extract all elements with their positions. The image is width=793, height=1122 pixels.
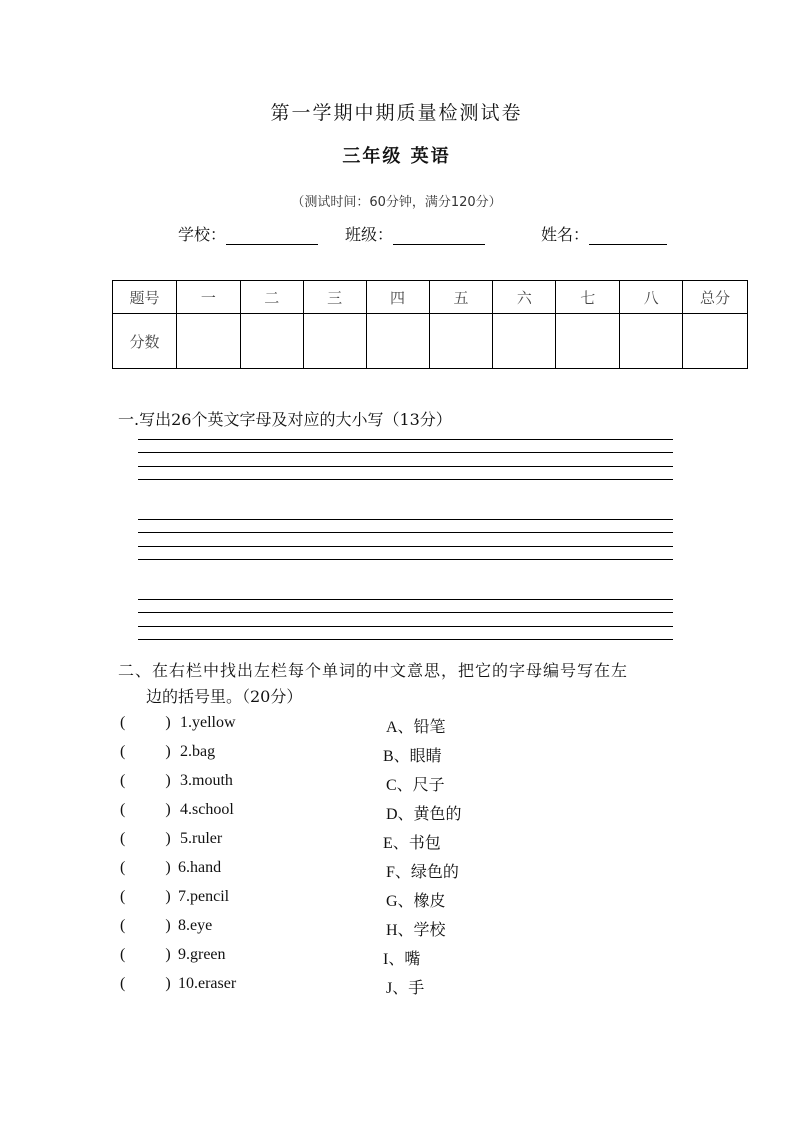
- score-cell[interactable]: [683, 314, 748, 369]
- match-option: I、嘴: [383, 951, 421, 968]
- match-option: G、橡皮: [386, 893, 446, 910]
- exam-note: （测试时间：60分钟，满分120分）: [291, 195, 502, 210]
- match-option: D、黄色的: [386, 806, 462, 823]
- match-word: 1.yellow: [180, 714, 236, 731]
- score-cell[interactable]: [240, 314, 303, 369]
- score-header-cell: 三: [303, 281, 366, 314]
- score-header-cell: 总分: [683, 281, 748, 314]
- match-option: H、学校: [386, 922, 446, 939]
- score-table: [112, 280, 748, 369]
- match-word: 10.eraser: [178, 975, 237, 992]
- match-word: 6.hand: [178, 859, 222, 876]
- school-field[interactable]: [178, 222, 318, 245]
- match-option: E、书包: [383, 835, 441, 852]
- score-header-cell: 题号: [113, 281, 177, 314]
- score-cell[interactable]: [556, 314, 620, 369]
- score-table-header: [113, 281, 748, 314]
- class-label: 班级：: [345, 225, 394, 244]
- match-word: 2.bag: [180, 743, 216, 760]
- answer-bracket[interactable]: ( ): [120, 975, 171, 992]
- score-header-cell: 六: [493, 281, 556, 314]
- score-table-scores: [113, 314, 748, 369]
- writing-line[interactable]: [138, 599, 673, 600]
- score-cell[interactable]: [366, 314, 429, 369]
- writing-line[interactable]: [138, 612, 673, 613]
- name-field[interactable]: [541, 222, 667, 245]
- match-option: J、手: [386, 980, 425, 997]
- score-cell[interactable]: [303, 314, 366, 369]
- section1-title: 一.写出26个英文字母及对应的大小写（13分）: [118, 410, 452, 429]
- writing-line[interactable]: [138, 479, 673, 480]
- score-cell[interactable]: [176, 314, 240, 369]
- class-field[interactable]: [345, 222, 485, 245]
- match-word: 9.green: [178, 946, 226, 963]
- match-option: F、绿色的: [386, 864, 459, 881]
- school-label: 学校：: [178, 225, 227, 244]
- score-header-cell: 四: [366, 281, 429, 314]
- class-blank[interactable]: [393, 226, 485, 245]
- writing-line[interactable]: [138, 519, 673, 520]
- score-header-cell: 八: [620, 281, 683, 314]
- answer-bracket[interactable]: ( ): [120, 888, 171, 905]
- writing-line[interactable]: [138, 452, 673, 453]
- writing-line[interactable]: [138, 639, 673, 640]
- name-label: 姓名：: [541, 225, 590, 244]
- answer-bracket[interactable]: ( ): [120, 830, 171, 847]
- writing-line[interactable]: [138, 626, 673, 627]
- match-word: 3.mouth: [180, 772, 233, 789]
- score-header-cell: 五: [429, 281, 493, 314]
- match-option: B、眼睛: [383, 748, 442, 765]
- section2-title-cont: 边的括号里。（20分）: [146, 687, 303, 706]
- writing-line[interactable]: [138, 559, 673, 560]
- exam-title: 第一学期中期质量检测试卷: [270, 102, 523, 124]
- match-option: C、尺子: [386, 777, 445, 794]
- answer-bracket[interactable]: ( ): [120, 801, 171, 818]
- match-option: A、铅笔: [386, 719, 446, 736]
- score-header-cell: 一: [176, 281, 240, 314]
- answer-bracket[interactable]: ( ): [120, 946, 171, 963]
- answer-bracket[interactable]: ( ): [120, 714, 171, 731]
- score-cell[interactable]: [493, 314, 556, 369]
- answer-bracket[interactable]: ( ): [120, 772, 171, 789]
- score-cell[interactable]: [620, 314, 683, 369]
- score-cell[interactable]: [429, 314, 493, 369]
- writing-line[interactable]: [138, 439, 673, 440]
- exam-subtitle: 三年级 英语: [342, 146, 451, 167]
- score-header-cell: 七: [556, 281, 620, 314]
- writing-line[interactable]: [138, 546, 673, 547]
- score-header-cell: 二: [240, 281, 303, 314]
- writing-line[interactable]: [138, 532, 673, 533]
- school-blank[interactable]: [226, 226, 318, 245]
- answer-bracket[interactable]: ( ): [120, 859, 171, 876]
- writing-line[interactable]: [138, 466, 673, 467]
- match-word: 7.pencil: [178, 888, 230, 905]
- answer-bracket[interactable]: ( ): [120, 917, 171, 934]
- match-word: 8.eye: [178, 917, 213, 934]
- section2-title: 二、在右栏中找出左栏每个单词的中文意思，把它的字母编号写在左: [118, 661, 629, 680]
- match-word: 5.ruler: [180, 830, 223, 847]
- name-blank[interactable]: [589, 226, 667, 245]
- score-row-label: 分数: [113, 314, 177, 369]
- match-word: 4.school: [180, 801, 234, 818]
- answer-bracket[interactable]: ( ): [120, 743, 171, 760]
